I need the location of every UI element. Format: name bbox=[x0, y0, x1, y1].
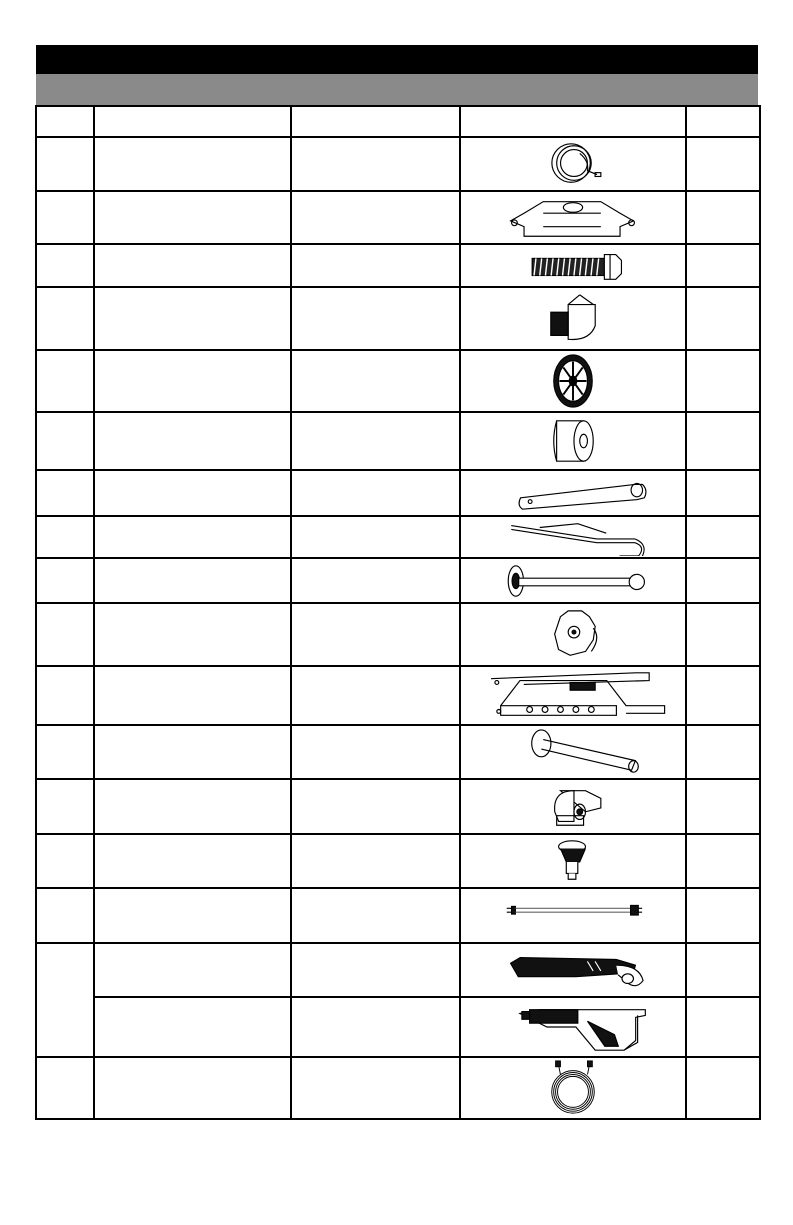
cell-ref bbox=[36, 1057, 94, 1119]
cell-illustration bbox=[460, 558, 686, 603]
cell-ref bbox=[36, 666, 94, 725]
cell-ref bbox=[36, 244, 94, 287]
cell-qty bbox=[686, 943, 760, 997]
cell-illustration bbox=[460, 666, 686, 725]
clip-icon bbox=[468, 291, 678, 347]
cell-qty bbox=[686, 516, 760, 558]
cell-qty bbox=[686, 191, 760, 244]
table-row bbox=[36, 603, 760, 666]
header-row bbox=[36, 106, 760, 137]
cell-desc bbox=[94, 603, 291, 666]
cell-part bbox=[291, 1057, 460, 1119]
cell-ref bbox=[36, 470, 94, 516]
cell-illustration bbox=[460, 834, 686, 888]
cell-desc bbox=[94, 943, 291, 997]
table-row bbox=[36, 191, 760, 244]
parts-table bbox=[35, 105, 761, 1120]
cell-illustration bbox=[460, 137, 686, 191]
nozzle-icon bbox=[468, 837, 678, 885]
cell-part bbox=[291, 834, 460, 888]
spacer-icon bbox=[468, 415, 678, 467]
cell-illustration bbox=[460, 244, 686, 287]
cell-illustration bbox=[460, 412, 686, 470]
cell-part bbox=[291, 666, 460, 725]
cell-part bbox=[291, 558, 460, 603]
cell-part bbox=[291, 516, 460, 558]
cell-qty bbox=[686, 725, 760, 779]
cell-part bbox=[291, 412, 460, 470]
table-row bbox=[36, 516, 760, 558]
axle-icon bbox=[468, 561, 678, 601]
table-row bbox=[36, 470, 760, 516]
nozzle-holder-bracket-icon bbox=[468, 669, 678, 723]
cell-qty bbox=[686, 888, 760, 943]
cell-part bbox=[291, 287, 460, 350]
trigger-gun-icon bbox=[468, 1000, 678, 1054]
hose-reel-icon bbox=[468, 140, 678, 188]
cell-desc bbox=[94, 558, 291, 603]
wheel-icon bbox=[468, 352, 678, 410]
cell-qty bbox=[686, 1057, 760, 1119]
cell-qty bbox=[686, 997, 760, 1057]
cell-qty bbox=[686, 779, 760, 834]
col-header-4 bbox=[460, 106, 686, 137]
cell-illustration bbox=[460, 725, 686, 779]
table-row bbox=[36, 997, 760, 1057]
bolt-icon bbox=[468, 247, 678, 285]
cell-part bbox=[291, 470, 460, 516]
cell-desc bbox=[94, 1057, 291, 1119]
cell-ref bbox=[36, 350, 94, 412]
cell-desc bbox=[94, 137, 291, 191]
cell-qty bbox=[686, 603, 760, 666]
cell-part bbox=[291, 244, 460, 287]
cell-part bbox=[291, 137, 460, 191]
cell-ref bbox=[36, 725, 94, 779]
cell-desc bbox=[94, 470, 291, 516]
cell-part bbox=[291, 888, 460, 943]
mounting-bracket-icon bbox=[468, 194, 678, 242]
table-row bbox=[36, 888, 760, 943]
cell-illustration bbox=[460, 191, 686, 244]
cell-qty bbox=[686, 470, 760, 516]
spray-gun-icon bbox=[468, 946, 678, 994]
cell-illustration bbox=[460, 516, 686, 558]
table-row bbox=[36, 558, 760, 603]
table-row bbox=[36, 666, 760, 725]
cell-desc bbox=[94, 350, 291, 412]
knob-icon bbox=[468, 607, 678, 663]
cell-ref bbox=[36, 137, 94, 191]
section-header-bar bbox=[36, 45, 758, 74]
section-subheader-bar bbox=[36, 74, 758, 105]
table-row bbox=[36, 350, 760, 412]
cell-ref bbox=[36, 412, 94, 470]
cell-ref bbox=[36, 558, 94, 603]
cell-ref bbox=[36, 888, 94, 943]
cell-part bbox=[291, 725, 460, 779]
cell-illustration bbox=[460, 1057, 686, 1119]
cell-qty bbox=[686, 137, 760, 191]
cell-ref bbox=[36, 943, 94, 1057]
cell-desc bbox=[94, 888, 291, 943]
cell-qty bbox=[686, 412, 760, 470]
cell-illustration bbox=[460, 603, 686, 666]
cell-illustration bbox=[460, 943, 686, 997]
coupler-icon bbox=[468, 783, 678, 831]
cell-illustration bbox=[460, 779, 686, 834]
cell-desc bbox=[94, 287, 291, 350]
table-row bbox=[36, 779, 760, 834]
cell-desc bbox=[94, 412, 291, 470]
table-row bbox=[36, 412, 760, 470]
cell-illustration bbox=[460, 470, 686, 516]
col-header-3 bbox=[291, 106, 460, 137]
cell-desc bbox=[94, 244, 291, 287]
cell-part bbox=[291, 350, 460, 412]
axle-pin-icon bbox=[468, 473, 678, 513]
cell-part bbox=[291, 943, 460, 997]
cell-part bbox=[291, 603, 460, 666]
cell-qty bbox=[686, 834, 760, 888]
cell-qty bbox=[686, 350, 760, 412]
cell-part bbox=[291, 779, 460, 834]
cell-part bbox=[291, 191, 460, 244]
bent-handle-icon bbox=[468, 518, 678, 556]
cell-ref bbox=[36, 834, 94, 888]
table-row bbox=[36, 943, 760, 997]
cell-ref bbox=[36, 287, 94, 350]
extension-wand-icon bbox=[468, 892, 678, 940]
cell-desc bbox=[94, 834, 291, 888]
cell-ref bbox=[36, 603, 94, 666]
cell-qty bbox=[686, 666, 760, 725]
cell-ref bbox=[36, 779, 94, 834]
cell-illustration bbox=[460, 997, 686, 1057]
cell-desc bbox=[94, 779, 291, 834]
cell-qty bbox=[686, 287, 760, 350]
cell-desc bbox=[94, 191, 291, 244]
table-row bbox=[36, 725, 760, 779]
cell-part bbox=[291, 997, 460, 1057]
table-row bbox=[36, 834, 760, 888]
cell-illustration bbox=[460, 287, 686, 350]
col-header-1 bbox=[36, 106, 94, 137]
cell-desc bbox=[94, 666, 291, 725]
coiled-hose-icon bbox=[468, 1059, 678, 1117]
cell-illustration bbox=[460, 350, 686, 412]
cell-desc bbox=[94, 516, 291, 558]
col-header-2 bbox=[94, 106, 291, 137]
table-row bbox=[36, 287, 760, 350]
cell-desc bbox=[94, 725, 291, 779]
table-row bbox=[36, 137, 760, 191]
cell-qty bbox=[686, 558, 760, 603]
cell-qty bbox=[686, 244, 760, 287]
flanged-shaft-icon bbox=[468, 728, 678, 776]
table-row bbox=[36, 1057, 760, 1119]
cell-ref bbox=[36, 516, 94, 558]
cell-desc bbox=[94, 997, 291, 1057]
col-header-5 bbox=[686, 106, 760, 137]
cell-illustration bbox=[460, 888, 686, 943]
cell-ref bbox=[36, 191, 94, 244]
table-row bbox=[36, 244, 760, 287]
